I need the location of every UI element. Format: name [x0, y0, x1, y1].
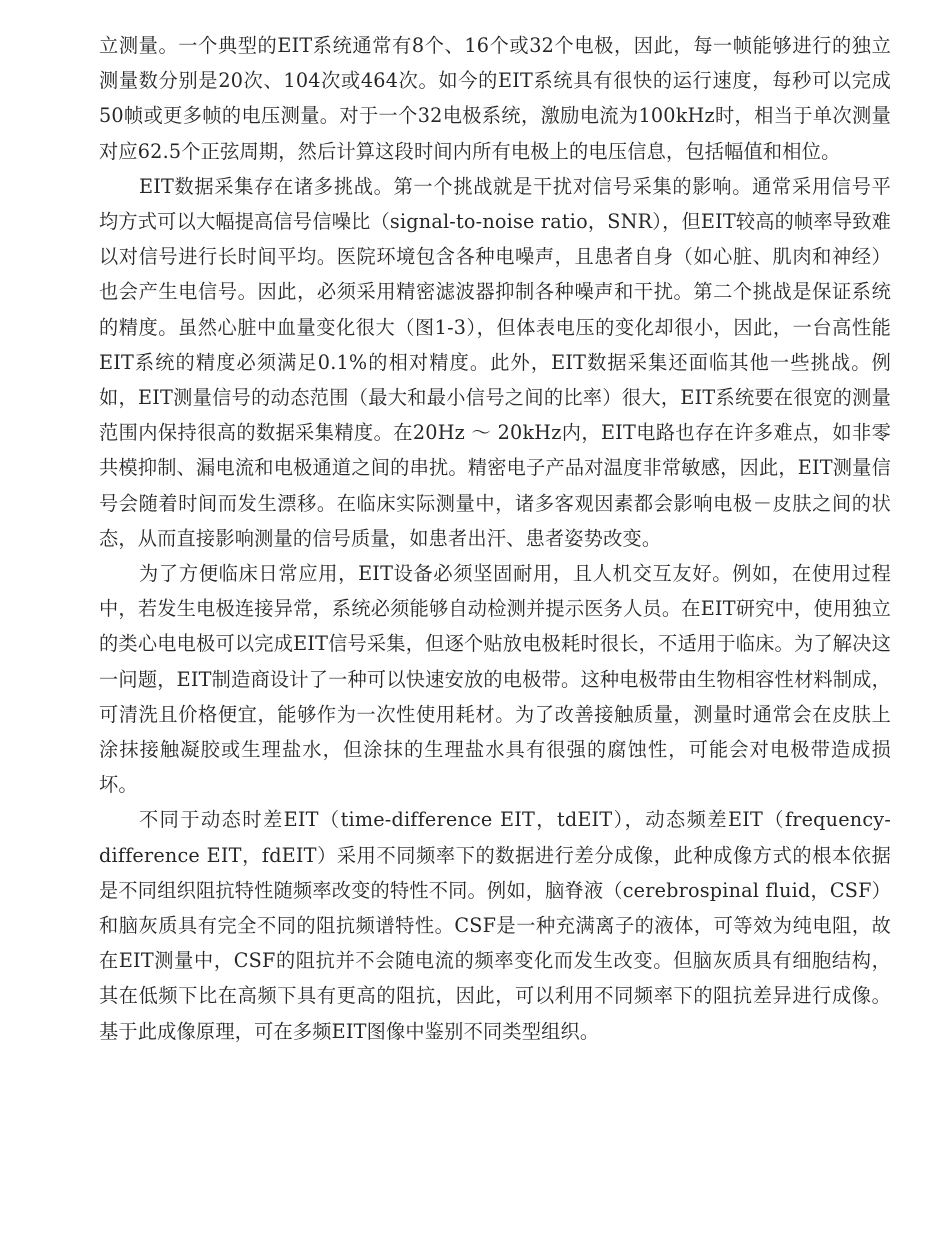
paragraph-measurement-intro: 立测量。一个典型的EIT系统通常有8个、16个或32个电极，因此，每一帧能够进行的独立测量数分别是20次、104次或464次。如今的EIT系统具有很快的运行速度，每秒可以完成50帧或更多帧的电压测量。对于一个32电极系统，激励电流为100kHz时，相当于单次测量对应62.5个正弦周期，然后计算这段时间内所有电极上的电压信息，包括幅值和相位。: [99, 34, 891, 163]
document-body: [99, 28, 891, 1049]
paragraph-clinical-usability: 为了方便临床日常应用，EIT设备必须坚固耐用，且人机交互友好。例如，在使用过程中，若发生电极连接异常，系统必须能够自动检测并提示医务人员。在EIT研究中，使用独立的类心电电极可以完成EIT信号采集，但逐个贴放电极耗时很长，不适用于临床。为了解决这一问题，EIT制造商设计了一种可以快速安放的电极带。这种电极带由生物相容性材料制成，可清洗且价格便宜，能够作为一次性使用耗材。为了改善接触质量，测量时通常会在皮肤上涂抹接触凝胶或生理盐水，但涂抹的生理盐水具有很强的腐蚀性，可能会对电极带造成损坏。: [99, 562, 891, 797]
paragraph-frequency-difference-eit: 不同于动态时差EIT（time-difference EIT，tdEIT），动态频差EIT（frequency-difference EIT，fdEIT）采用不同频率下的数据进行差分成像，此种成像方式的根本依据是不同组织阻抗特性随频率改变的特性不同。例如，脑脊液（cerebrospinal fluid，CSF）和脑灰质具有完全不同的阻抗频谱特性。CSF是一种充满离子的液体，可等效为纯电阻，故在EIT测量中，CSF的阻抗并不会随电流的频率变化而发生改变。但脑灰质具有细胞结构，其在低频下比在高频下具有更高的阻抗，因此，可以利用不同频率下的阻抗差异进行成像。基于此成像原理，可在多频EIT图像中鉴别不同类型组织。: [99, 808, 891, 1043]
paragraph-data-acquisition-challenges: EIT数据采集存在诸多挑战。第一个挑战就是干扰对信号采集的影响。通常采用信号平均方式可以大幅提高信号信噪比（signal-to-noise ratio，SNR），但EIT较高的帧率导致难以对信号进行长时间平均。医院环境包含各种电噪声，且患者自身（如心脏、肌肉和神经）也会产生电信号。因此，必须采用精密滤波器抑制各种噪声和干扰。第二个挑战是保证系统的精度。虽然心脏中血量变化很大（图1-3），但体表电压的变化却很小，因此，一台高性能EIT系统的精度必须满足0.1%的相对精度。此外，EIT数据采集还面临其他一些挑战。例如，EIT测量信号的动态范围（最大和最小信号之间的比率）很大，EIT系统要在很宽的测量范围内保持很高的数据采集精度。在20Hz ～ 20kHz内，EIT电路也存在许多难点，如非零共模抑制、漏电流和电极通道之间的串扰。精密电子产品对温度非常敏感，因此，EIT测量信号会随着时间而发生漂移。在临床实际测量中，诸多客观因素都会影响电极－皮肤之间的状态，从而直接影响测量的信号质量，如患者出汗、患者姿势改变。: [99, 174, 891, 550]
